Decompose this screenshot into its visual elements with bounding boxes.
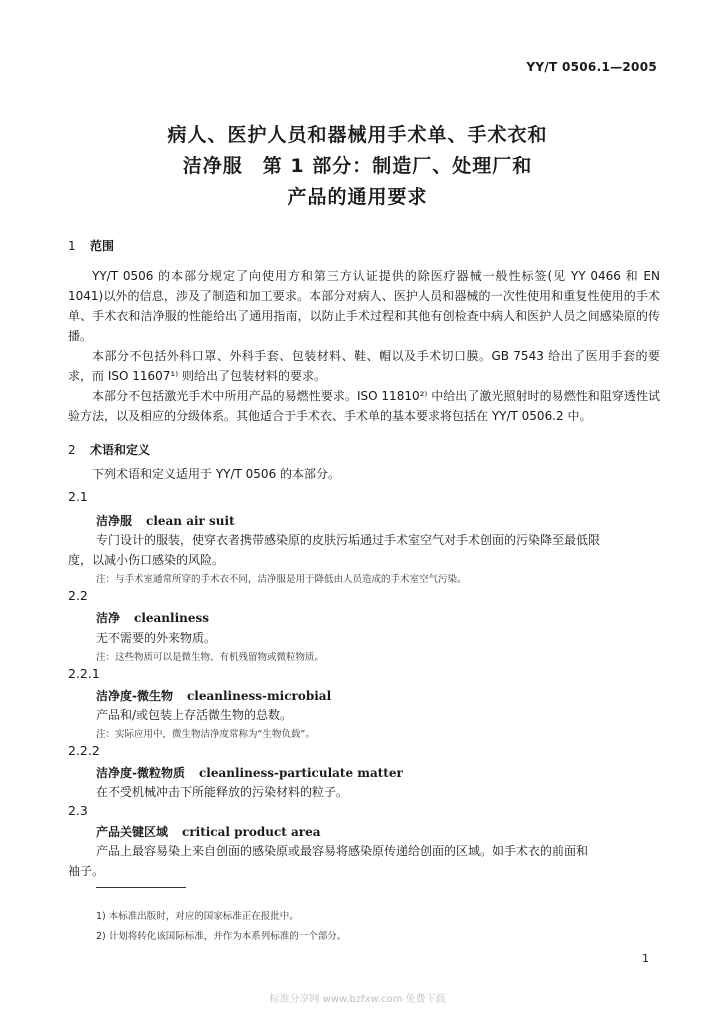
term-definition: 专门设计的服装，使穿衣者携带感染原的皮肤污垢通过手术室空气对手术创面的污染降至最低限 — [96, 533, 601, 547]
term-definition: 无不需要的外来物质。 — [96, 631, 217, 645]
footnote-divider — [96, 887, 186, 888]
term-definition: 产品和/或包装上存活微生物的总数。 — [96, 708, 293, 722]
section-2-title: 术语和定义 — [90, 443, 151, 457]
watermark-text: 标准分享网 www.bzfxw.com 免费下载 — [269, 994, 446, 1005]
term-number: 2.2.2 — [68, 743, 100, 758]
term-zh: 洁净度-微粒物质 — [96, 766, 185, 780]
term-en: clean air suit — [146, 514, 235, 528]
term-note: 注：这些物质可以是微生物、有机残留物或微粒物质。 — [96, 652, 325, 663]
term-heading — [96, 609, 209, 626]
term-definition-cont: 袖子。 — [68, 864, 105, 878]
term-heading — [96, 512, 235, 529]
document-title — [0, 120, 715, 213]
term-en: critical product area — [182, 825, 321, 839]
term-zh: 洁净 — [96, 611, 121, 625]
section-2-heading — [68, 441, 150, 458]
scope-paragraph-2: 本部分不包括外科口罩、外科手套、包装材料、鞋、帽以及手术切口膜。GB 7543 给出了医用手套的要求，而 ISO 11607¹⁾ 则给出了包装材料的要求。 — [68, 349, 660, 383]
term-note: 注：实际应用中，微生物洁净度常称为“生物负载”。 — [96, 729, 315, 740]
term-definition: 在不受机械冲击下所能释放的污染材料的粒子。 — [96, 785, 349, 799]
page-number: 1 — [642, 952, 649, 965]
section-2-number: 2 — [68, 443, 76, 457]
title-line-3: 产品的通用要求 — [287, 186, 428, 208]
term-en: cleanliness — [134, 611, 210, 625]
term-number: 2.2 — [68, 588, 88, 603]
section-1-heading — [68, 237, 114, 254]
footnote-1: 1) 本标准出版时，对应的国家标准正在报批中。 — [96, 911, 299, 922]
section-1-title: 范围 — [90, 239, 115, 253]
term-en: cleanliness-particulate matter — [198, 766, 403, 780]
footnote-2: 2) 计划将转化该国际标准，并作为本系列标准的一个部分。 — [96, 931, 347, 942]
title-line-1: 病人、医护人员和器械用手术单、手术衣和 — [167, 124, 548, 146]
term-zh: 洁净服 — [96, 514, 133, 528]
term-zh: 产品关键区域 — [96, 825, 169, 839]
term-en: cleanliness-microbial — [186, 689, 332, 703]
term-number: 2.3 — [68, 803, 88, 818]
term-definition: 产品上最容易染上来自创面的感染原或最容易将感染原传递给创面的区域。如手术衣的前面和 — [96, 844, 589, 858]
term-note: 注：与手术室通常所穿的手术衣不同，洁净服是用于降低由人员造成的手术室空气污染。 — [96, 574, 467, 585]
scope-paragraph-3: 本部分不包括激光手术中所用产品的易燃性要求。ISO 11810²⁾ 中给出了激光照射时的易燃性和阻穿透性试验方法，以及相应的分级体系。其他适合于手术衣、手术单的基本要求将包括在 YY/T 0506.2 中。 — [68, 389, 660, 423]
title-line-2: 洁净服 第 1 部分：制造厂、处理厂和 — [182, 155, 533, 177]
term-heading — [96, 687, 331, 704]
standard-code: YY/T 0506.1—2005 — [526, 60, 657, 74]
section-1-number: 1 — [68, 239, 76, 253]
term-definition-cont: 度，以减小伤口感染的风险。 — [68, 553, 225, 567]
term-number: 2.1 — [68, 489, 88, 504]
section-1-body — [68, 266, 660, 426]
term-heading — [96, 823, 321, 840]
scope-paragraph-1: YY/T 0506 的本部分规定了向使用方和第三方认证提供的除医疗器械一般性标签(见 YY 0466 和 EN 1041)以外的信息，涉及了制造和加工要求。本部分对病人、医护人员和器械的一次性使用和重复性使用的手术单、手术衣和洁净服的性能给出了通用指南，以防止手术过程和其他有创检查中病人和医护人员之间感染原的传播。 — [68, 269, 660, 343]
term-number: 2.2.1 — [68, 666, 100, 681]
term-zh: 洁净度-微生物 — [96, 689, 173, 703]
section-2-intro: 下列术语和定义适用于 YY/T 0506 的本部分。 — [92, 467, 341, 481]
term-heading — [96, 764, 403, 781]
